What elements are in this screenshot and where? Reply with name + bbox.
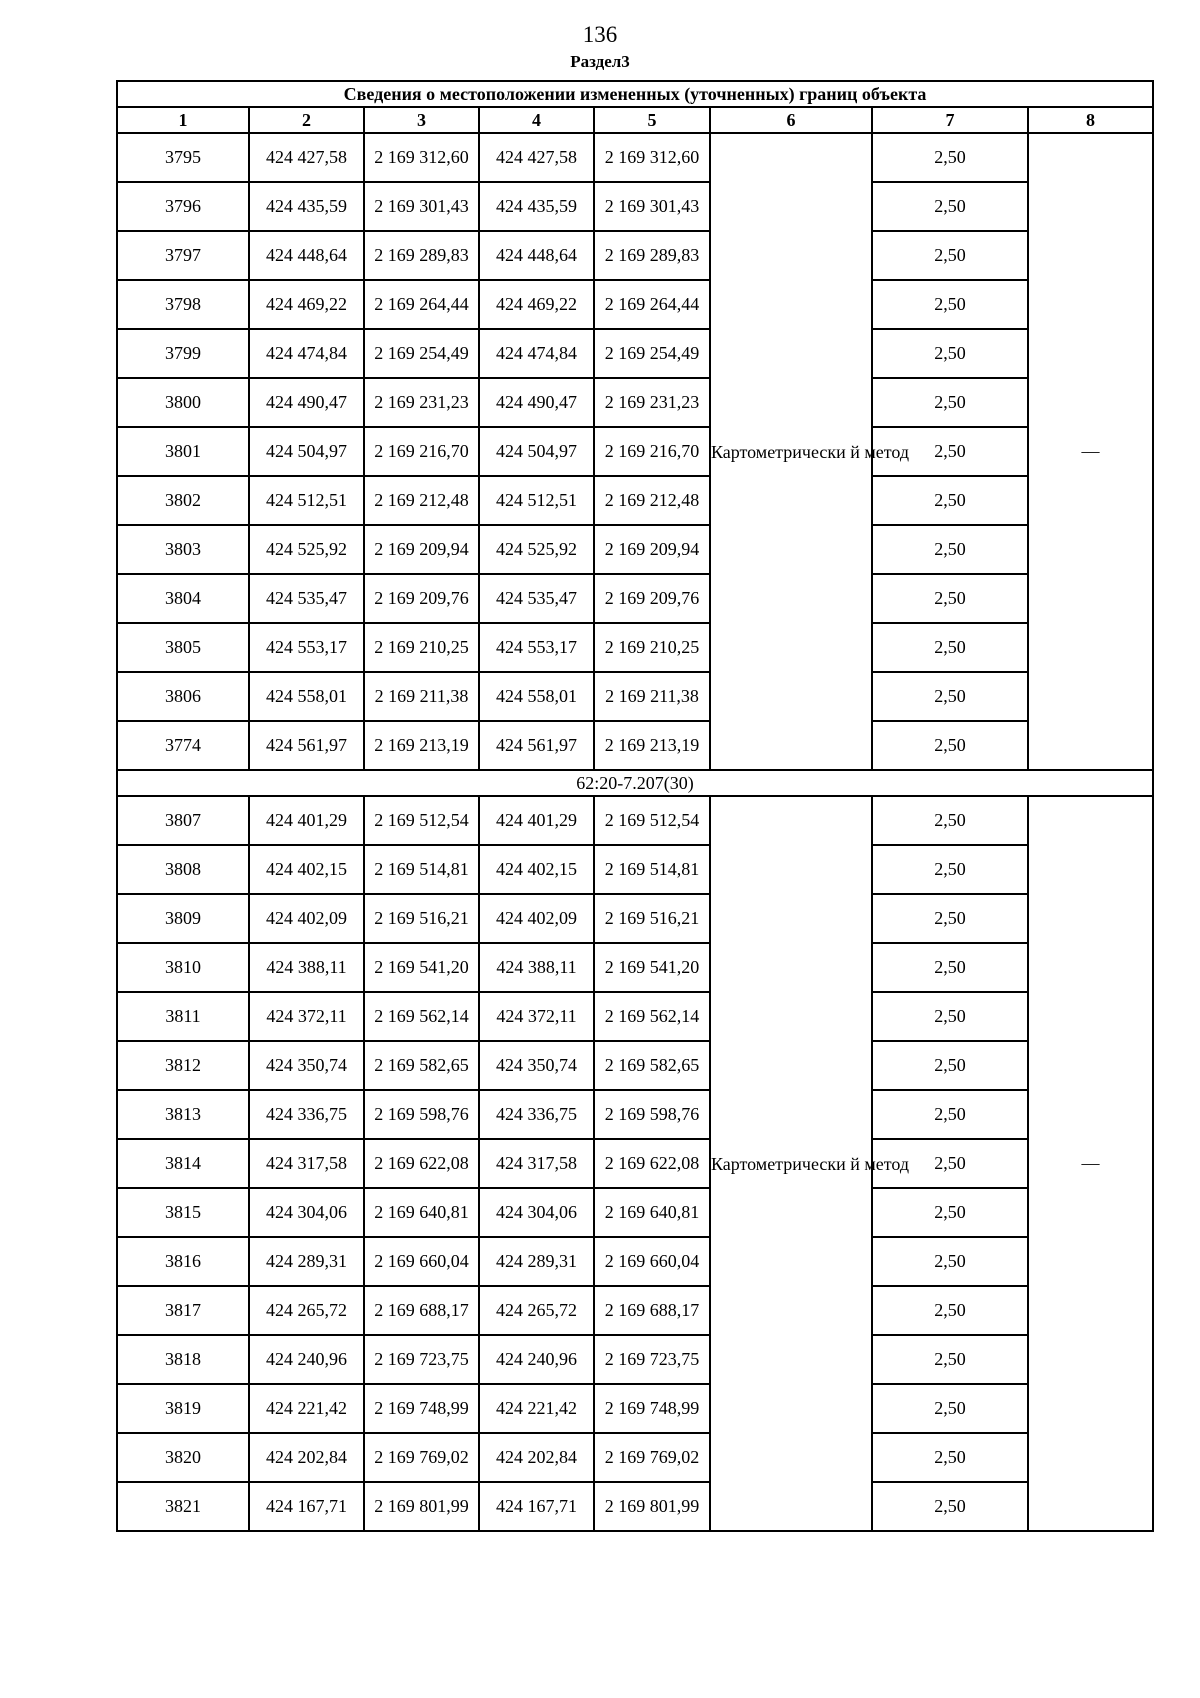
table-row — [117, 427, 1153, 476]
table-row — [117, 796, 1153, 845]
y-coordinate: 2 169 212,48 — [364, 476, 479, 525]
table-row — [117, 1335, 1153, 1384]
table-row — [117, 845, 1153, 894]
x-coordinate: 424 167,71 — [249, 1482, 364, 1531]
point-number: 3815 — [117, 1188, 249, 1237]
x-coordinate: 424 427,58 — [479, 133, 594, 182]
accuracy-value: 2,50 — [872, 1139, 1028, 1188]
x-coordinate: 424 490,47 — [249, 378, 364, 427]
accuracy-value: 2,50 — [872, 1237, 1028, 1286]
group-label: 62:20-7.207(30) — [117, 770, 1153, 796]
y-coordinate: 2 169 264,44 — [594, 280, 710, 329]
y-coordinate: 2 169 264,44 — [364, 280, 479, 329]
table-row — [117, 992, 1153, 1041]
y-coordinate: 2 169 312,60 — [594, 133, 710, 182]
x-coordinate: 424 304,06 — [479, 1188, 594, 1237]
column-header: 2 — [249, 107, 364, 133]
x-coordinate: 424 474,84 — [249, 329, 364, 378]
accuracy-value: 2,50 — [872, 1188, 1028, 1237]
y-coordinate: 2 169 312,60 — [364, 133, 479, 182]
y-coordinate: 2 169 562,14 — [364, 992, 479, 1041]
y-coordinate: 2 169 514,81 — [364, 845, 479, 894]
x-coordinate: 424 561,97 — [249, 721, 364, 770]
y-coordinate: 2 169 688,17 — [364, 1286, 479, 1335]
y-coordinate: 2 169 769,02 — [364, 1433, 479, 1482]
table-row — [117, 1384, 1153, 1433]
x-coordinate: 424 265,72 — [479, 1286, 594, 1335]
table-row — [117, 721, 1153, 770]
point-number: 3813 — [117, 1090, 249, 1139]
column-header: 3 — [364, 107, 479, 133]
x-coordinate: 424 402,15 — [249, 845, 364, 894]
y-coordinate: 2 169 212,48 — [594, 476, 710, 525]
accuracy-value: 2,50 — [872, 943, 1028, 992]
point-number: 3816 — [117, 1237, 249, 1286]
column-8-cell: — — [1028, 133, 1153, 770]
y-coordinate: 2 169 598,76 — [364, 1090, 479, 1139]
table-row — [117, 894, 1153, 943]
point-number: 3796 — [117, 182, 249, 231]
x-coordinate: 424 448,64 — [479, 231, 594, 280]
column-header: 7 — [872, 107, 1028, 133]
accuracy-value: 2,50 — [872, 574, 1028, 623]
y-coordinate: 2 169 209,94 — [594, 525, 710, 574]
point-number: 3818 — [117, 1335, 249, 1384]
x-coordinate: 424 289,31 — [479, 1237, 594, 1286]
y-coordinate: 2 169 516,21 — [364, 894, 479, 943]
y-coordinate: 2 169 231,23 — [594, 378, 710, 427]
y-coordinate: 2 169 801,99 — [594, 1482, 710, 1531]
y-coordinate: 2 169 254,49 — [594, 329, 710, 378]
point-number: 3774 — [117, 721, 249, 770]
accuracy-value: 2,50 — [872, 894, 1028, 943]
x-coordinate: 424 525,92 — [479, 525, 594, 574]
y-coordinate: 2 169 688,17 — [594, 1286, 710, 1335]
y-coordinate: 2 169 209,76 — [594, 574, 710, 623]
column-8-cell: — — [1028, 796, 1153, 1531]
x-coordinate: 424 167,71 — [479, 1482, 594, 1531]
y-coordinate: 2 169 231,23 — [364, 378, 479, 427]
table-row — [117, 574, 1153, 623]
point-number: 3820 — [117, 1433, 249, 1482]
accuracy-value: 2,50 — [872, 1335, 1028, 1384]
accuracy-value: 2,50 — [872, 1384, 1028, 1433]
x-coordinate: 424 512,51 — [249, 476, 364, 525]
accuracy-value: 2,50 — [872, 378, 1028, 427]
x-coordinate: 424 401,29 — [249, 796, 364, 845]
x-coordinate: 424 435,59 — [249, 182, 364, 231]
table-row — [117, 1286, 1153, 1335]
accuracy-value: 2,50 — [872, 672, 1028, 721]
point-number: 3801 — [117, 427, 249, 476]
x-coordinate: 424 402,09 — [479, 894, 594, 943]
boundary-coordinates-table — [116, 80, 1154, 1532]
x-coordinate: 424 350,74 — [479, 1041, 594, 1090]
y-coordinate: 2 169 723,75 — [364, 1335, 479, 1384]
accuracy-value: 2,50 — [872, 1286, 1028, 1335]
y-coordinate: 2 169 516,21 — [594, 894, 710, 943]
x-coordinate: 424 221,42 — [249, 1384, 364, 1433]
table-row — [117, 1090, 1153, 1139]
x-coordinate: 424 388,11 — [479, 943, 594, 992]
x-coordinate: 424 469,22 — [249, 280, 364, 329]
x-coordinate: 424 401,29 — [479, 796, 594, 845]
method-cell: Картометрически й метод — [710, 796, 872, 1531]
point-number: 3819 — [117, 1384, 249, 1433]
point-number: 3811 — [117, 992, 249, 1041]
table-row — [117, 943, 1153, 992]
x-coordinate: 424 525,92 — [249, 525, 364, 574]
x-coordinate: 424 512,51 — [479, 476, 594, 525]
x-coordinate: 424 240,96 — [249, 1335, 364, 1384]
point-number: 3795 — [117, 133, 249, 182]
x-coordinate: 424 535,47 — [479, 574, 594, 623]
accuracy-value: 2,50 — [872, 1041, 1028, 1090]
accuracy-value: 2,50 — [872, 721, 1028, 770]
y-coordinate: 2 169 289,83 — [594, 231, 710, 280]
y-coordinate: 2 169 213,19 — [364, 721, 479, 770]
accuracy-value: 2,50 — [872, 476, 1028, 525]
x-coordinate: 424 474,84 — [479, 329, 594, 378]
y-coordinate: 2 169 514,81 — [594, 845, 710, 894]
x-coordinate: 424 317,58 — [479, 1139, 594, 1188]
section-label: Раздел3 — [570, 52, 630, 71]
accuracy-value: 2,50 — [872, 427, 1028, 476]
x-coordinate: 424 469,22 — [479, 280, 594, 329]
y-coordinate: 2 169 748,99 — [594, 1384, 710, 1433]
y-coordinate: 2 169 209,94 — [364, 525, 479, 574]
y-coordinate: 2 169 301,43 — [594, 182, 710, 231]
point-number: 3817 — [117, 1286, 249, 1335]
page-number: 136 — [582, 22, 618, 47]
point-number: 3810 — [117, 943, 249, 992]
y-coordinate: 2 169 301,43 — [364, 182, 479, 231]
accuracy-value: 2,50 — [872, 280, 1028, 329]
accuracy-value: 2,50 — [872, 845, 1028, 894]
x-coordinate: 424 388,11 — [249, 943, 364, 992]
x-coordinate: 424 221,42 — [479, 1384, 594, 1433]
y-coordinate: 2 169 769,02 — [594, 1433, 710, 1482]
y-coordinate: 2 169 582,65 — [594, 1041, 710, 1090]
table-row — [117, 672, 1153, 721]
x-coordinate: 424 402,15 — [479, 845, 594, 894]
table-title: Сведения о местоположении измененных (уточненных) границ объекта — [117, 81, 1153, 107]
x-coordinate: 424 448,64 — [249, 231, 364, 280]
table-row — [117, 231, 1153, 280]
point-number: 3798 — [117, 280, 249, 329]
column-header: 8 — [1028, 107, 1153, 133]
y-coordinate: 2 169 622,08 — [364, 1139, 479, 1188]
table-row — [117, 378, 1153, 427]
x-coordinate: 424 490,47 — [479, 378, 594, 427]
y-coordinate: 2 169 289,83 — [364, 231, 479, 280]
table-row — [117, 280, 1153, 329]
accuracy-value: 2,50 — [872, 329, 1028, 378]
y-coordinate: 2 169 582,65 — [364, 1041, 479, 1090]
point-number: 3805 — [117, 623, 249, 672]
x-coordinate: 424 558,01 — [249, 672, 364, 721]
point-number: 3809 — [117, 894, 249, 943]
point-number: 3802 — [117, 476, 249, 525]
x-coordinate: 424 553,17 — [479, 623, 594, 672]
point-number: 3799 — [117, 329, 249, 378]
accuracy-value: 2,50 — [872, 1433, 1028, 1482]
table-row — [117, 133, 1153, 182]
y-coordinate: 2 169 211,38 — [594, 672, 710, 721]
x-coordinate: 424 336,75 — [479, 1090, 594, 1139]
point-number: 3797 — [117, 231, 249, 280]
y-coordinate: 2 169 562,14 — [594, 992, 710, 1041]
column-header: 5 — [594, 107, 710, 133]
point-number: 3814 — [117, 1139, 249, 1188]
x-coordinate: 424 535,47 — [249, 574, 364, 623]
accuracy-value: 2,50 — [872, 992, 1028, 1041]
y-coordinate: 2 169 660,04 — [364, 1237, 479, 1286]
x-coordinate: 424 402,09 — [249, 894, 364, 943]
x-coordinate: 424 504,97 — [479, 427, 594, 476]
table-row — [117, 1482, 1153, 1531]
accuracy-value: 2,50 — [872, 1482, 1028, 1531]
table-title-row — [117, 81, 1153, 107]
point-number: 3807 — [117, 796, 249, 845]
table-row — [117, 1041, 1153, 1090]
x-coordinate: 424 265,72 — [249, 1286, 364, 1335]
point-number: 3803 — [117, 525, 249, 574]
y-coordinate: 2 169 216,70 — [594, 427, 710, 476]
point-number: 3806 — [117, 672, 249, 721]
point-number: 3812 — [117, 1041, 249, 1090]
column-header: 4 — [479, 107, 594, 133]
accuracy-value: 2,50 — [872, 182, 1028, 231]
y-coordinate: 2 169 541,20 — [364, 943, 479, 992]
y-coordinate: 2 169 210,25 — [594, 623, 710, 672]
table-row — [117, 182, 1153, 231]
point-number: 3800 — [117, 378, 249, 427]
y-coordinate: 2 169 211,38 — [364, 672, 479, 721]
group-row — [117, 770, 1153, 796]
x-coordinate: 424 317,58 — [249, 1139, 364, 1188]
table-row — [117, 623, 1153, 672]
column-header: 1 — [117, 107, 249, 133]
accuracy-value: 2,50 — [872, 231, 1028, 280]
table-body — [117, 81, 1153, 1531]
accuracy-value: 2,50 — [872, 525, 1028, 574]
x-coordinate: 424 553,17 — [249, 623, 364, 672]
y-coordinate: 2 169 598,76 — [594, 1090, 710, 1139]
x-coordinate: 424 561,97 — [479, 721, 594, 770]
x-coordinate: 424 504,97 — [249, 427, 364, 476]
y-coordinate: 2 169 210,25 — [364, 623, 479, 672]
x-coordinate: 424 427,58 — [249, 133, 364, 182]
y-coordinate: 2 169 209,76 — [364, 574, 479, 623]
y-coordinate: 2 169 213,19 — [594, 721, 710, 770]
table-row — [117, 1433, 1153, 1482]
x-coordinate: 424 202,84 — [249, 1433, 364, 1482]
x-coordinate: 424 240,96 — [479, 1335, 594, 1384]
point-number: 3821 — [117, 1482, 249, 1531]
column-header: 6 — [710, 107, 872, 133]
y-coordinate: 2 169 512,54 — [594, 796, 710, 845]
y-coordinate: 2 169 541,20 — [594, 943, 710, 992]
x-coordinate: 424 558,01 — [479, 672, 594, 721]
table-row — [117, 1139, 1153, 1188]
point-number: 3808 — [117, 845, 249, 894]
accuracy-value: 2,50 — [872, 623, 1028, 672]
y-coordinate: 2 169 748,99 — [364, 1384, 479, 1433]
table-row — [117, 525, 1153, 574]
y-coordinate: 2 169 723,75 — [594, 1335, 710, 1384]
y-coordinate: 2 169 254,49 — [364, 329, 479, 378]
y-coordinate: 2 169 216,70 — [364, 427, 479, 476]
x-coordinate: 424 336,75 — [249, 1090, 364, 1139]
table-row — [117, 476, 1153, 525]
y-coordinate: 2 169 622,08 — [594, 1139, 710, 1188]
x-coordinate: 424 202,84 — [479, 1433, 594, 1482]
table-row — [117, 1188, 1153, 1237]
column-header-row — [117, 107, 1153, 133]
x-coordinate: 424 289,31 — [249, 1237, 364, 1286]
x-coordinate: 424 350,74 — [249, 1041, 364, 1090]
x-coordinate: 424 372,11 — [249, 992, 364, 1041]
y-coordinate: 2 169 801,99 — [364, 1482, 479, 1531]
table-row — [117, 1237, 1153, 1286]
y-coordinate: 2 169 660,04 — [594, 1237, 710, 1286]
x-coordinate: 424 304,06 — [249, 1188, 364, 1237]
point-number: 3804 — [117, 574, 249, 623]
y-coordinate: 2 169 640,81 — [364, 1188, 479, 1237]
x-coordinate: 424 435,59 — [479, 182, 594, 231]
method-cell: Картометрически й метод — [710, 133, 872, 770]
x-coordinate: 424 372,11 — [479, 992, 594, 1041]
y-coordinate: 2 169 512,54 — [364, 796, 479, 845]
y-coordinate: 2 169 640,81 — [594, 1188, 710, 1237]
accuracy-value: 2,50 — [872, 796, 1028, 845]
table-row — [117, 329, 1153, 378]
accuracy-value: 2,50 — [872, 1090, 1028, 1139]
accuracy-value: 2,50 — [872, 133, 1028, 182]
